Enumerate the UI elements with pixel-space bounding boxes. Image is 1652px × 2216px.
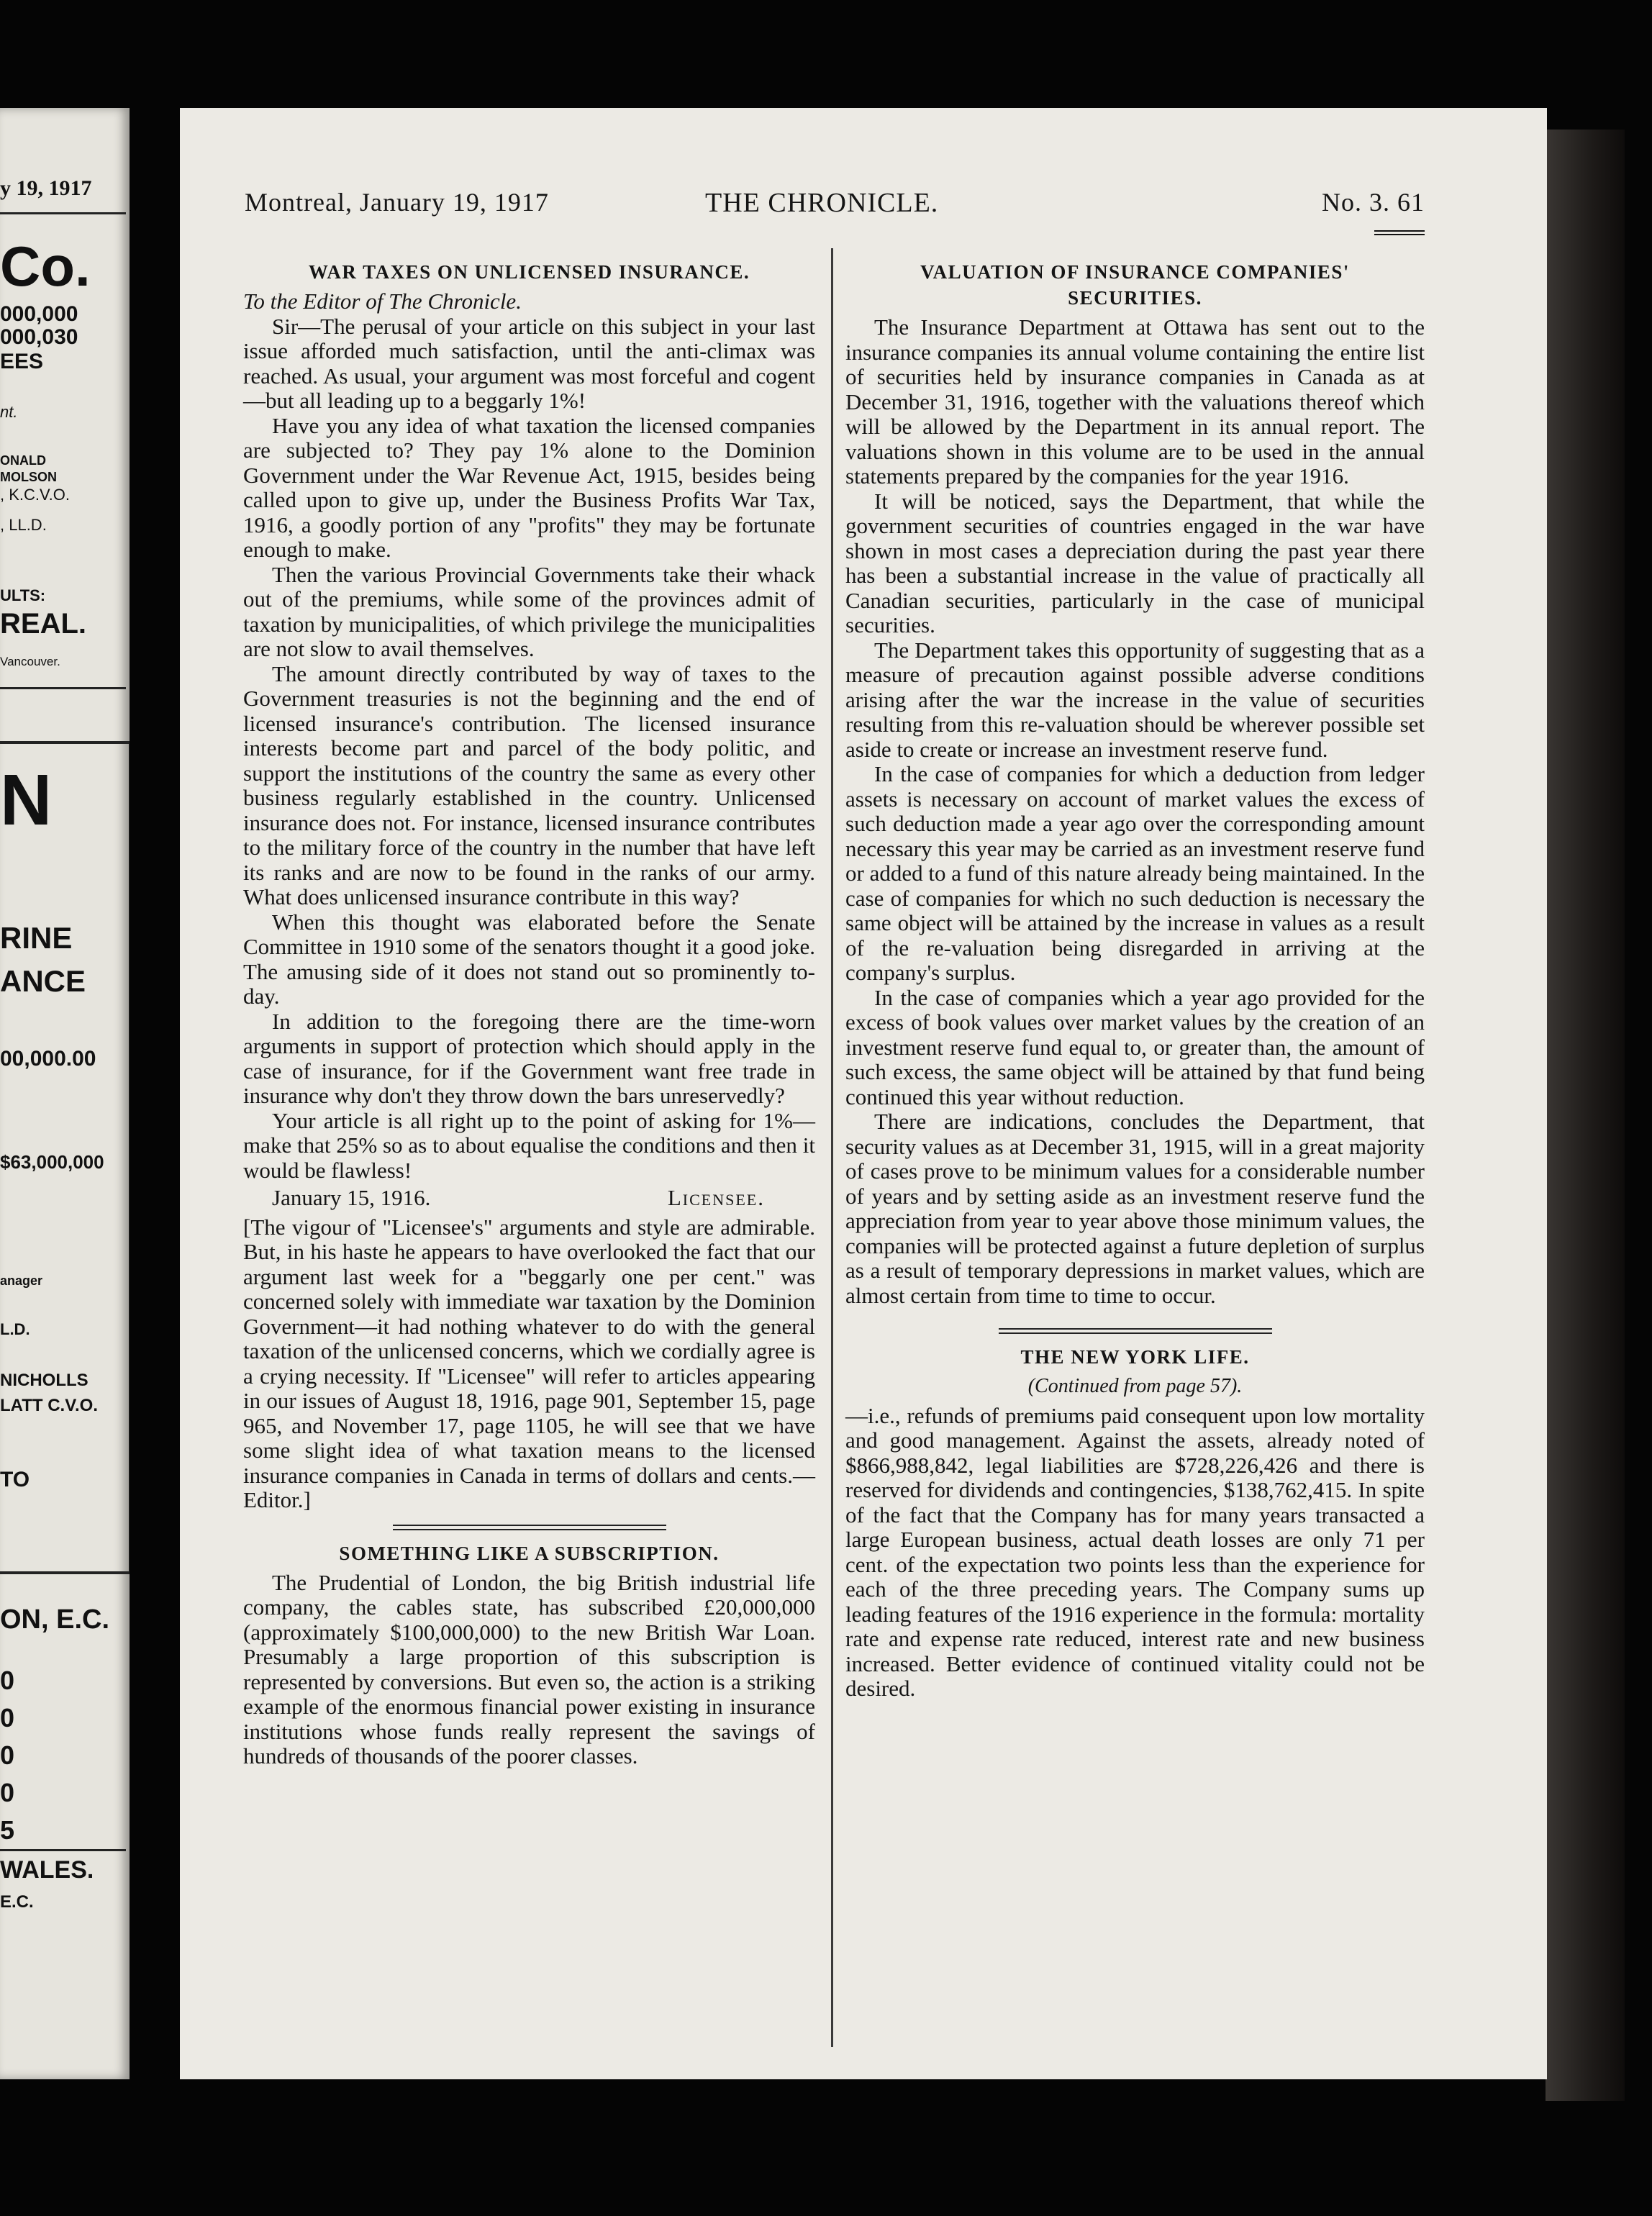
lp-rule (0, 212, 126, 214)
page-header (245, 187, 1425, 223)
lp-line: ONALD (0, 453, 46, 468)
section-rule (393, 1525, 666, 1530)
article-paragraph: In the case of companies which a year ago provided for the excess of book values over market values by the creation of an investment reserve fund equal to, or greater than, the amount of such excess, the same object will be attained by that fund being continued this year without reduction. (845, 984, 1425, 1109)
lp-line: REAL. (0, 608, 86, 640)
article-title-subscription: SOMETHING LIKE A SUBSCRIPTION. (339, 1542, 720, 1564)
lp-line: L.D. (0, 1320, 30, 1338)
lp-line: EES (0, 350, 44, 373)
lp-line: 5 (0, 1815, 15, 1845)
lp-line: ON, E.C. (0, 1604, 110, 1635)
lp-line: ULTS: (0, 586, 46, 604)
lp-rule (0, 687, 126, 689)
article-paragraph: The amount directly contributed by way of taxes to the Government treasuries is not the beginning and the end of licensed insurance's contribution. The licensed insurance interests become part and parcel of the body politic, and support the institutions of the country the same as every other business regularly established in the country. Unlicensed insurance does not. For instance, licensed insurance contributes to the military force of the country in the number that have left its ranks and are now to be found in the ranks of our army. What does unlicensed insurance contribute in this way? (243, 660, 815, 909)
lp-line: Vancouver. (0, 655, 60, 668)
article-paragraph: In the case of companies for which a deduction from ledger assets is necessary on account of market values the excess of such deduction made a year ago over the corresponding amount necessary this year may be carried as an investment reserve fund or added to a fund of this nature already being maintained. In the case of companies for which no such deduction is necessary the same object will be attained by the increase in values as a result of the re-valuation being disregarded in arriving at the company's surplus. (845, 761, 1425, 985)
article-paragraph: There are indications, concludes the Department, that security values as at December 31, 1915, will in a great majority of cases prove to be minimum values for a considerable number of years and by setting aside as an investment reserve fund the appreciation from year to year above those minimum values, the companies will be protected against a future depletion of surplus as a result of temporary depressions in market values, which are almost certain from time to time to occur. (845, 1109, 1425, 1308)
lp-line: 000,030 (0, 325, 78, 349)
letter-salutation: To the Editor of The Chronicle. (243, 289, 522, 314)
newspaper-page (180, 108, 1547, 2079)
lp-line: E.C. (0, 1892, 34, 1912)
lp-line: MOLSON (0, 470, 57, 484)
column-divider (831, 248, 833, 2047)
lp-line: , LL.D. (0, 516, 47, 534)
article-paragraph: —i.e., refunds of premiums paid consequent upon low mortality and good management. Against the assets, already noted of $866,988,842, legal liabilities are $728,226,426 and there is reserved for dividends and contingencies, $138,762,415. In spite of the fact that the Company has for many years transacted a large European business, actual death losses are only 71 per cent. of the expectation two points less than the experience for each of the three preceding years. The Company sums up leading features of the 1916 experience in the formula: mortality rate and expense rate reduced, interest rate and new business increased. Better evidence of continued vitality could not be desired. (845, 1402, 1425, 1701)
continuation-note: (Continued from page 57). (1027, 1375, 1243, 1397)
article-paragraph: Have you any idea of what taxation the licensed companies are subjected to? They pay 1% alone to the Dominion Government under the War Revenue Act, 1915, besides being called upon to give up, under the Business Profits War Tax, 1916, a goodly portion of any "profits" they may be fortunate enough to make. (243, 412, 815, 562)
adjacent-page-left (0, 108, 130, 2079)
lp-line: N (0, 760, 53, 840)
lp-line: nt. (0, 403, 18, 421)
book-spine (1546, 130, 1625, 2101)
lp-line: LATT C.V.O. (0, 1396, 99, 1415)
lp-line: 0 (0, 1703, 15, 1733)
lp-rule (0, 1849, 126, 1851)
lp-date: y 19, 1917 (0, 176, 92, 200)
lp-line: , K.C.V.O. (0, 486, 71, 504)
lp-line: ANCE (0, 964, 86, 998)
lp-line: Co. (0, 235, 91, 298)
article-paragraph: In addition to the foregoing there are the time-worn arguments in support of protection which should apply in the case of insurance, for if the Government want free trade in insurance why don't they throw down the bars unreservedly? (243, 1008, 815, 1108)
article-paragraph: When this thought was elaborated before the Senate Committee in 1910 some of the senators thought it a good joke. The amusing side of it does not stand out so prominently to-day. (243, 909, 815, 1009)
article-title-valuation: VALUATION OF INSURANCE COMPANIES' SECURITIES. (920, 261, 1350, 309)
lp-line: WALES. (0, 1856, 94, 1884)
article-paragraph: The Insurance Department at Ottawa has sent out to the insurance companies its annual volume containing the entire list of securities held by insurance companies in Canada as at December 31, 1916, together with the valuations thereof which will be allowed by the Department in its annual report. The valuations shown in this volume are to be used in the annual statements prepared by the companies for the year 1916. (845, 314, 1425, 489)
lp-line: 000,000 (0, 302, 78, 326)
article-paragraph: The Department takes this opportunity of suggesting that as a measure of precaution against possible adverse conditions arising after the war the increase in the value of securities resulting from this re-valuation should be wherever possible set aside to create or increase an investment reserve fund. (845, 637, 1425, 762)
article-title-war-taxes: WAR TAXES ON UNLICENSED INSURANCE. (308, 261, 750, 283)
lp-line: 0 (0, 1666, 15, 1695)
article-paragraph: Your article is all right up to the point of asking for 1%—make that 25% so as to about equalise the conditions and then it would be flawless! (243, 1107, 815, 1183)
lp-line: RINE (0, 921, 73, 955)
lp-line: TO (0, 1468, 30, 1491)
article-title-new-york-life: THE NEW YORK LIFE. (1020, 1346, 1250, 1368)
article-paragraph: It will be noticed, says the Department, that while the government securities of countries engaged in the war have shown in most cases a depreciation during the past year there has been a substantial increase in the value of practically all Canadian securities, particularly in the case of municipal securities. (845, 488, 1425, 637)
lp-line: anager (0, 1273, 43, 1288)
article-paragraph: Then the various Provincial Governments take their whack out of the premiums, while some of the provinces admit of taxation by municipalities, of which privilege the municipalities are not slow to avail themselves. (243, 561, 815, 661)
lp-line: $63,000,000 (0, 1151, 104, 1173)
letter-signature: Licensee. (667, 1185, 765, 1210)
article-paragraph: The Prudential of London, the big British industrial life company, the cables state, has subscribed £20,000,000 (approximately $100,000,000) to the new British War Loan. Presumably a large proportion of this subscription is represented by conversions. But even so, the action is a striking example of the enormous financial power existing in insurance institutions whose funds really represent the savings of hundreds of thousands of the poorer classes. (243, 1569, 815, 1768)
column-right (845, 259, 1425, 1702)
column-left (243, 259, 815, 1769)
letter-date: January 15, 1916. (272, 1185, 431, 1210)
header-masthead: THE CHRONICLE. (705, 188, 939, 218)
lp-line: 0 (0, 1778, 15, 1807)
lp-line: NICHOLLS (0, 1371, 88, 1390)
letter-signoff (243, 1186, 815, 1211)
header-page-number: No. 3. 61 (1322, 188, 1425, 217)
section-rule (999, 1328, 1272, 1334)
editor-note: [The vigour of "Licensee's" arguments and style are admirable. But, in his haste he appears to have overlooked the fact that our argument last week for a "beggarly one per cent." was concerned solely with immediate war taxation by the Dominion Government—it had nothing whatever to do with the general taxation of the unlicensed concerns, which we cordially agree is a crying necessity. If "Licensee" will refer to articles appearing in our issues of August 18, 1916, page 901, September 15, page 965, and November 17, page 1105, he will see that we have some slight idea of what taxation means to the licensed insurance companies in Canada in terms of dollars and cents.—Editor.] (243, 1214, 815, 1512)
lp-line: 0 (0, 1740, 15, 1770)
article-paragraph: Sir—The perusal of your article on this subject in your last issue afforded much satisfaction, until the anti-climax was reached. As usual, your argument was most forceful and cogent—but all leading up to a beggarly 1%! (243, 313, 815, 413)
header-rule (1374, 230, 1425, 235)
header-dateline: Montreal, January 19, 1917 (245, 188, 549, 217)
lp-line: 00,000.00 (0, 1047, 96, 1071)
